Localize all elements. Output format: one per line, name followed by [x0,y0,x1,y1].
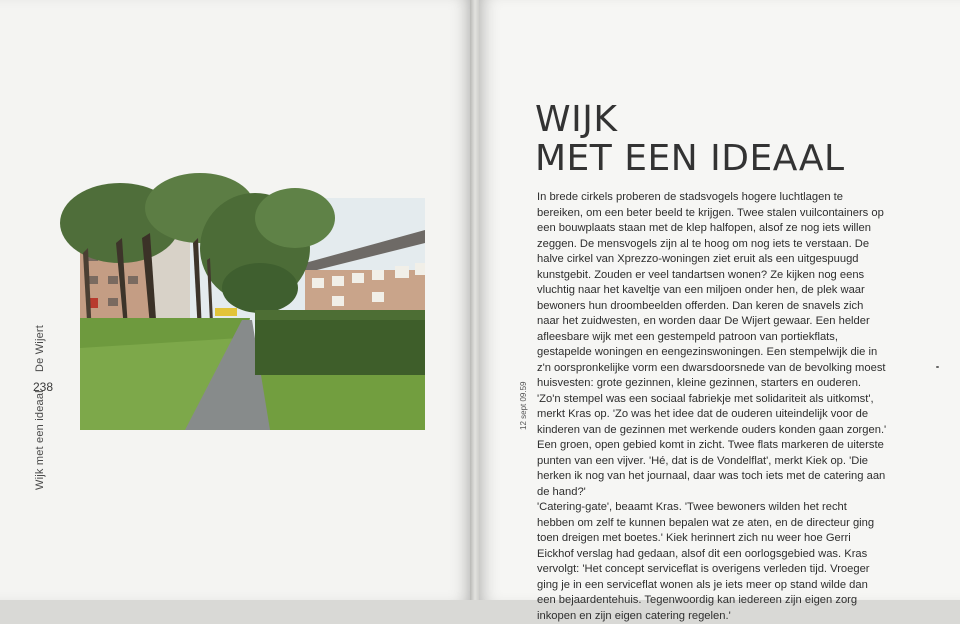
paragraph: 'Catering-gate', beaamt Kras. 'Twee bewoners wilden het recht hebben om zelf te kunnen bepalen wat ze aten, en de directeur ging toen dreigen met boetes.' Kiek herinnert zich nu weer hoe Gerri Eickhof verslag had gedaan, alsof dit een oorlogsgebied was. Kras vervolgt: 'Het concept serviceflat is overigens verleden tijd. Vroeger ging je in een serviceflat wonen als je iets meer op stand wilde dan een bejaardentehuis. Tegenwoordig kan iedereen zijn eigen zorg inkopen en zijn eigen catering regelen.' [537,501,875,622]
title-line-2: MET EEN IDEAAL [535,138,845,179]
left-page [0,0,472,600]
running-head-section: De Wijert [34,324,46,372]
neighborhood-photo [80,198,425,430]
photo-illustration [80,198,425,430]
body-text [537,190,887,624]
paragraph: 'Zo'n stempel was een sociaal fabriekje met solidariteit als uitkomst', merkt Kras op. 'Zo was het idee dat de ouderen uiteindelijk voor de kinderen van de gezinnen met werkende ouders konden gaan zorgen.' Een groen, open gebied komt in zicht. Twee flats markeren de uiterste punten van een vijver. 'Hé, dat is de Vondelflat', merkt Kiek op. 'Die herken ik nog van het journaal, daar was toch iets met de catering aan de hand?' [537,392,887,498]
chapter-title [535,100,865,178]
page-number: 238 [33,380,54,394]
paragraph: In brede cirkels proberen de stadsvogels hogere luchtlagen te bereiken, om een beter beeld te krijgen. Twee stalen vuilcontainers op een bouwplaats staan met de klep halfopen, alsof ze nog iets willen zeggen. De mensvogels zijn al te hoog om nog iets te verstaan. De halve cirkel van Xprezzo-woningen ziet eruit als een uitgespuugd kunstgebit. Zouden er veel tandartsen wonen? Ze kijken nog eens vluchtig naar het kaveltje van een miljoen onder hen, de plek waar bewoners hun droombeelden offerden. Dan keren de snavels zich naar het zuidwesten, en worden daar De Wijert gewaar. Een helder afleesbare wijk met een gestempeld patroon van portiekflats, gestapelde woningen en eengezinswoningen. Een stempelwijk die in z'n oorspronkelijke vorm een dwarsdoorsnede van de bevolking moest huisvesten: grote gezinnen, kleine gezinnen, starters en ouderen. [537,191,886,389]
paper-speck [936,366,939,368]
title-line-1: WIJK [535,99,618,140]
running-head-title: Wijk met een ideaal [34,390,46,490]
date-tag: 12 sept 09.59 [519,381,528,430]
